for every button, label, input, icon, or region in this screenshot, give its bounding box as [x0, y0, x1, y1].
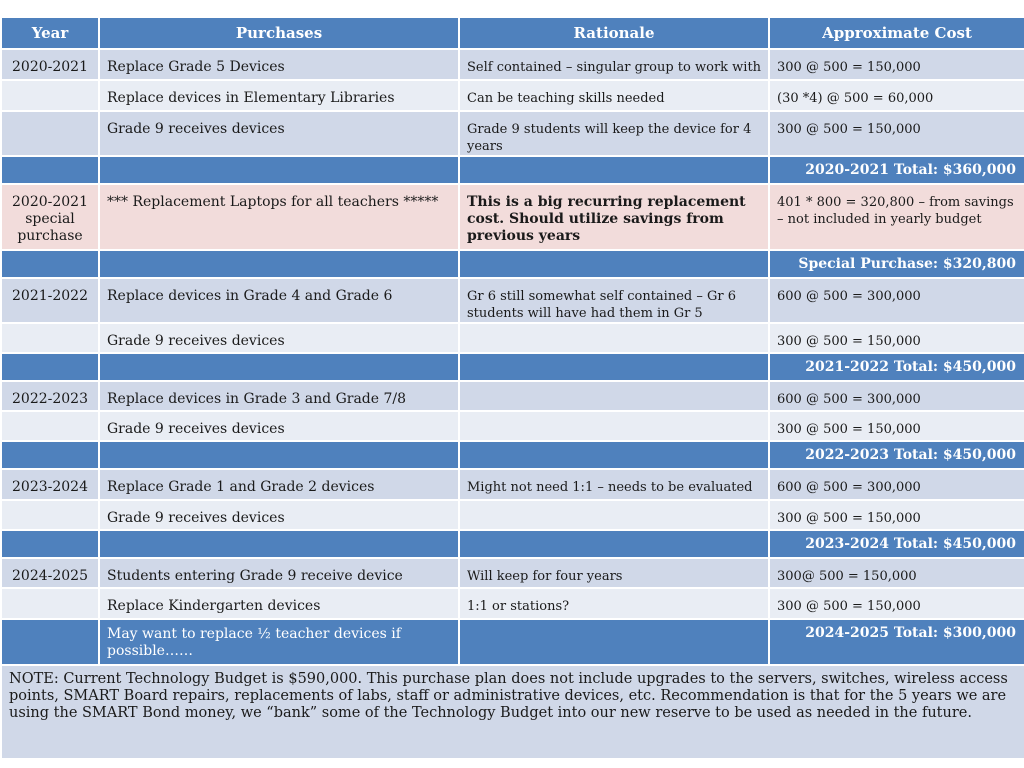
table-row	[1, 469, 1024, 500]
cost-cell: 300 @ 500 = 150,000	[769, 411, 1024, 441]
purchase-cell: Replace devices in Grade 4 and Grade 6	[99, 278, 459, 323]
year-cell: 2022-2023	[1, 381, 99, 411]
special-total: Special Purchase: $320,800	[769, 250, 1024, 278]
total-row	[1, 353, 1024, 381]
total-row	[1, 441, 1024, 469]
teacher-devices-note: May want to replace ½ teacher devices if possible……	[99, 619, 459, 665]
year-header: Year	[1, 17, 99, 49]
technology-purchase-plan-table	[0, 16, 1024, 760]
year-total: 2024-2025 Total: $300,000	[769, 619, 1024, 665]
table-row	[1, 558, 1024, 588]
total-row	[1, 250, 1024, 278]
purchase-cell: Replace Kindergarten devices	[99, 588, 459, 619]
purchase-cell: Students entering Grade 9 receive device	[99, 558, 459, 588]
year-cell: 2023-2024	[1, 469, 99, 500]
table-row	[1, 381, 1024, 411]
cost-cell: 300 @ 500 = 150,000	[769, 323, 1024, 353]
table-row	[1, 588, 1024, 619]
note-row	[1, 665, 1024, 759]
total-row	[1, 530, 1024, 558]
cost-cell: 600 @ 500 = 300,000	[769, 278, 1024, 323]
purchase-cell: Grade 9 receives devices	[99, 111, 459, 156]
purchase-cell: Replace devices in Elementary Libraries	[99, 80, 459, 111]
rationale-cell	[459, 323, 769, 353]
cost-cell: 300 @ 500 = 150,000	[769, 588, 1024, 619]
table-row	[1, 411, 1024, 441]
year-cell: 2024-2025	[1, 558, 99, 588]
table-row	[1, 80, 1024, 111]
year-cell	[1, 323, 99, 353]
purchase-cell: *** Replacement Laptops for all teachers *****	[99, 184, 459, 250]
year-cell	[1, 588, 99, 619]
purchase-cell: Grade 9 receives devices	[99, 323, 459, 353]
cost-cell: 600 @ 500 = 300,000	[769, 381, 1024, 411]
purchase-cell: Replace Grade 5 Devices	[99, 49, 459, 80]
table-row	[1, 111, 1024, 156]
cost-cell: 300@ 500 = 150,000	[769, 558, 1024, 588]
rationale-cell	[459, 500, 769, 530]
rationale-header: Rationale	[459, 17, 769, 49]
rationale-cell: Might not need 1:1 – needs to be evaluated	[459, 469, 769, 500]
cost-cell: 300 @ 500 = 150,000	[769, 49, 1024, 80]
special-purchase-row	[1, 184, 1024, 250]
purchase-cell: Replace Grade 1 and Grade 2 devices	[99, 469, 459, 500]
year-cell	[1, 411, 99, 441]
rationale-cell: Will keep for four years	[459, 558, 769, 588]
purchase-cell: Grade 9 receives devices	[99, 500, 459, 530]
table-row	[1, 278, 1024, 323]
cost-header: Approximate Cost	[769, 17, 1024, 49]
total-row	[1, 156, 1024, 184]
year-total: 2021-2022 Total: $450,000	[769, 353, 1024, 381]
purchases-header: Purchases	[99, 17, 459, 49]
cost-cell: 300 @ 500 = 150,000	[769, 500, 1024, 530]
year-total: 2022-2023 Total: $450,000	[769, 441, 1024, 469]
purchase-cell: Replace devices in Grade 3 and Grade 7/8	[99, 381, 459, 411]
year-total: 2023-2024 Total: $450,000	[769, 530, 1024, 558]
year-cell	[1, 111, 99, 156]
year-cell: 2020-2021 special purchase	[1, 184, 99, 250]
table-row	[1, 323, 1024, 353]
year-cell: 2021-2022	[1, 278, 99, 323]
rationale-cell: Can be teaching skills needed	[459, 80, 769, 111]
header-row	[1, 17, 1024, 49]
rationale-cell	[459, 381, 769, 411]
year-cell: 2020-2021	[1, 49, 99, 80]
total-row	[1, 619, 1024, 665]
table-row	[1, 500, 1024, 530]
rationale-cell: 1:1 or stations?	[459, 588, 769, 619]
cost-cell: 600 @ 500 = 300,000	[769, 469, 1024, 500]
rationale-cell: Self contained – singular group to work with	[459, 49, 769, 80]
cost-cell: 300 @ 500 = 150,000	[769, 111, 1024, 156]
year-cell	[1, 80, 99, 111]
rationale-cell: Grade 9 students will keep the device for 4 years	[459, 111, 769, 156]
cost-cell: 401 * 800 = 320,800 – from savings – not included in yearly budget	[769, 184, 1024, 250]
year-cell	[1, 500, 99, 530]
cost-cell: (30 *4) @ 500 = 60,000	[769, 80, 1024, 111]
budget-note: NOTE: Current Technology Budget is $590,000. This purchase plan does not include upgrades to the servers, switches, wireless access points, SMART Board repairs, replacements of labs, staff or administrative devices, etc. Recommendation is that for the 5 years we are using the SMART Bond money, we “bank” some of the Technology Budget into our new reserve to be used as needed in the future.	[1, 665, 1024, 759]
purchase-cell: Grade 9 receives devices	[99, 411, 459, 441]
rationale-cell	[459, 411, 769, 441]
rationale-cell: This is a big recurring replacement cost. Should utilize savings from previous years	[459, 184, 769, 250]
rationale-cell: Gr 6 still somewhat self contained – Gr 6 students will have had them in Gr 5	[459, 278, 769, 323]
table-row	[1, 49, 1024, 80]
year-total: 2020-2021 Total: $360,000	[769, 156, 1024, 184]
